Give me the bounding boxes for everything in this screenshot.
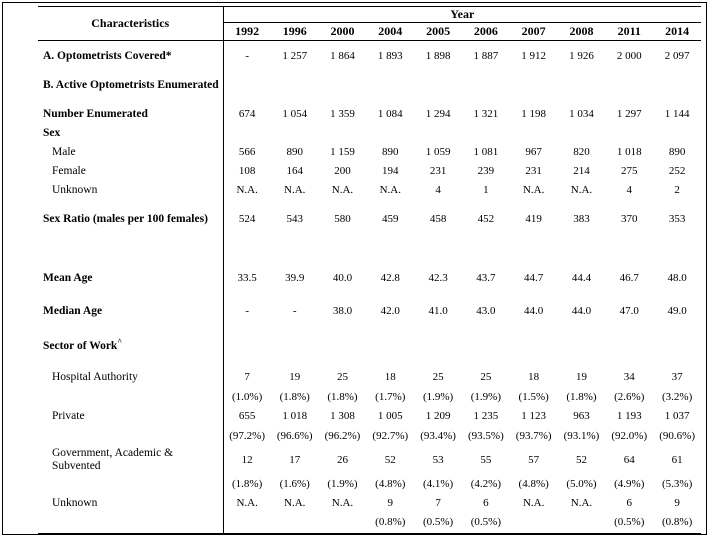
value-cell: 108	[238, 165, 256, 178]
value-cell: 61	[671, 453, 683, 466]
value-cell: 55	[480, 453, 492, 466]
row-label: Hospital Authority	[38, 369, 223, 388]
spacer-cell	[223, 96, 701, 106]
value-cell: 44.7	[524, 272, 544, 285]
value-cell	[558, 336, 606, 355]
value-cell: 43.7	[476, 272, 496, 285]
characteristics-header: Characteristics	[38, 7, 223, 41]
spacer-cell	[223, 289, 701, 303]
value-cell: 48.0	[667, 272, 687, 285]
value-cell: 1 321	[473, 108, 499, 121]
value-cell: 1 359	[330, 108, 355, 121]
row-label	[38, 388, 223, 408]
value-cell: (2.6%)	[614, 390, 645, 403]
spacer-row	[38, 355, 701, 369]
value-cell	[510, 77, 558, 96]
value-cell: 231	[429, 165, 447, 178]
value-cell: 34	[623, 371, 635, 384]
row-label: B. Active Optometrists Enumerated	[38, 77, 223, 96]
value-cell	[271, 77, 319, 96]
value-cell: 41.0	[428, 305, 448, 318]
spacer-cell	[38, 355, 223, 369]
value-cell: 275	[621, 165, 638, 178]
value-cell: 452	[477, 213, 495, 226]
table-body	[38, 41, 701, 534]
value-cell: 1 887	[473, 50, 499, 63]
value-cell: 42.0	[380, 305, 400, 318]
spacer-cell	[223, 355, 701, 369]
table-row	[38, 369, 701, 388]
spacer-cell	[38, 230, 223, 270]
table-row	[38, 182, 701, 201]
value-cell: 2	[674, 184, 680, 197]
value-cell: (90.6%)	[659, 429, 695, 442]
value-cell: 4	[435, 184, 441, 197]
row-label	[38, 474, 223, 494]
value-cell: 1 054	[282, 108, 308, 121]
spacer-row	[38, 201, 701, 211]
table-row	[38, 163, 701, 182]
value-cell: 38.0	[332, 305, 353, 318]
value-cell: 43.0	[476, 305, 496, 318]
year-column-header: 2004	[366, 23, 414, 41]
spacer-row	[38, 230, 701, 270]
value-cell: 6	[483, 497, 489, 509]
value-cell: 1 898	[425, 50, 451, 63]
value-cell: (96.2%)	[324, 429, 361, 442]
value-cell: 231	[525, 165, 542, 178]
spacer-cell	[38, 96, 223, 106]
row-label	[38, 427, 223, 447]
value-cell: 459	[382, 213, 399, 226]
value-cell	[605, 125, 653, 144]
value-cell: 1 308	[330, 410, 355, 423]
value-cell	[558, 513, 606, 533]
value-cell: 890	[668, 146, 686, 159]
value-cell: (1.9%)	[327, 477, 358, 490]
value-cell: 7	[244, 371, 250, 384]
value-cell: 42.3	[428, 272, 448, 285]
table-row	[38, 303, 701, 322]
value-cell: (1.7%)	[375, 390, 406, 403]
value-cell: N.A.	[570, 184, 593, 197]
value-cell: 252	[668, 165, 686, 178]
value-cell	[319, 77, 367, 96]
value-cell: 164	[286, 165, 303, 178]
value-cell	[319, 336, 367, 355]
table-row	[38, 77, 701, 96]
value-cell: 53	[432, 453, 444, 466]
value-cell	[462, 77, 510, 96]
row-label: Number Enumerated	[38, 106, 223, 125]
value-cell: 9	[674, 497, 680, 509]
value-cell: 25	[336, 371, 348, 384]
value-cell: (5.3%)	[662, 477, 693, 490]
value-cell: 524	[238, 213, 256, 226]
table-row	[38, 447, 701, 475]
row-label: A. Optometrists Covered*	[38, 48, 223, 67]
value-cell: 674	[238, 108, 256, 121]
value-cell: N.A.	[331, 184, 354, 197]
value-cell: 1 912	[521, 50, 547, 63]
table-row	[38, 48, 701, 67]
optometrists-statistics-table	[38, 6, 701, 534]
value-cell: 49.0	[667, 305, 687, 318]
value-cell: 33.5	[237, 272, 257, 285]
value-cell: 353	[668, 213, 686, 226]
table-row	[38, 336, 701, 355]
value-cell: 1 084	[377, 108, 403, 121]
row-label: Sex	[38, 125, 223, 144]
value-cell: (4.1%)	[422, 477, 454, 490]
percentage-row	[38, 513, 701, 533]
value-cell: (93.1%)	[563, 429, 600, 442]
spacer-row	[38, 289, 701, 303]
value-cell: 18	[384, 371, 396, 384]
value-cell	[319, 513, 367, 533]
year-column-header: 2011	[605, 23, 653, 41]
value-cell: 46.7	[619, 272, 639, 285]
value-cell: 4	[626, 184, 633, 197]
value-cell: 7	[435, 497, 441, 509]
value-cell: 52	[575, 453, 587, 466]
year-column-header: 2007	[510, 23, 558, 41]
spacer-cell	[223, 230, 701, 270]
spacer-cell	[223, 41, 701, 48]
value-cell: (93.4%)	[420, 429, 456, 442]
value-cell	[223, 513, 271, 533]
value-cell: 194	[382, 165, 399, 178]
year-column-header: 2014	[653, 23, 701, 41]
value-cell	[462, 125, 510, 144]
value-cell: 44.0	[571, 305, 592, 318]
value-cell: 655	[238, 410, 256, 423]
percentage-row	[38, 388, 701, 408]
value-cell: 419	[525, 213, 542, 226]
value-cell: (92.0%)	[611, 429, 648, 442]
value-cell	[366, 77, 414, 96]
value-cell: 1 034	[569, 108, 594, 121]
row-label	[38, 513, 223, 533]
value-cell: 37	[671, 371, 683, 384]
value-cell: (0.5%)	[470, 516, 501, 529]
value-cell: 820	[573, 146, 590, 159]
value-cell	[653, 336, 701, 355]
value-cell: 1	[483, 184, 489, 197]
value-cell: 1 144	[664, 108, 690, 121]
value-cell: (0.5%)	[422, 516, 454, 529]
value-cell: (1.9%)	[470, 390, 501, 403]
value-cell: 39.9	[285, 272, 305, 285]
value-cell: 17	[289, 453, 301, 466]
value-cell: N.A.	[522, 184, 545, 197]
value-cell: 1 193	[616, 410, 642, 423]
value-cell: (92.7%)	[372, 429, 409, 442]
value-cell: 2 097	[664, 50, 690, 63]
value-cell	[271, 513, 319, 533]
value-cell: 19	[575, 371, 587, 384]
value-cell: 566	[238, 146, 256, 159]
value-cell: 1 018	[282, 410, 308, 423]
value-cell	[414, 336, 462, 355]
value-cell: 1 005	[377, 410, 403, 423]
header-row-1	[38, 7, 701, 23]
value-cell	[510, 125, 558, 144]
spacer-row	[38, 41, 701, 48]
value-cell: 967	[525, 146, 542, 159]
value-cell: (0.5%)	[614, 516, 645, 529]
value-cell: 1 294	[425, 108, 451, 121]
value-cell: 890	[382, 146, 399, 159]
value-cell: (4.8%)	[518, 477, 549, 490]
value-cell: 1 297	[616, 108, 642, 121]
value-cell: N.A.	[236, 497, 258, 509]
row-label: Median Age	[38, 303, 223, 322]
value-cell	[558, 77, 606, 96]
spacer-cell	[38, 289, 223, 303]
percentage-row	[38, 427, 701, 447]
value-cell	[510, 336, 558, 355]
spacer-cell	[38, 201, 223, 211]
value-cell: 1 864	[330, 50, 355, 63]
value-cell: 1 257	[282, 50, 308, 63]
value-cell: (0.8%)	[375, 516, 406, 529]
value-cell	[271, 125, 319, 144]
value-cell: 40.0	[332, 272, 353, 285]
value-cell: 239	[477, 165, 495, 178]
value-cell: (1.9%)	[422, 390, 454, 403]
value-cell: (5.0%)	[566, 477, 597, 490]
value-cell	[653, 125, 701, 144]
value-cell: 47.0	[619, 305, 639, 318]
value-cell: 44.0	[524, 305, 544, 318]
table-row	[38, 270, 701, 289]
value-cell	[653, 77, 701, 96]
value-cell: 1 037	[664, 410, 690, 423]
value-cell	[605, 77, 653, 96]
value-cell: 543	[286, 213, 303, 226]
value-cell: N.A.	[522, 497, 545, 509]
value-cell: 44.4	[571, 272, 592, 285]
value-cell: 9	[387, 497, 394, 509]
value-cell: (1.8%)	[327, 390, 358, 403]
spacer-row	[38, 322, 701, 336]
year-column-header: 1992	[223, 23, 271, 41]
value-cell: 963	[573, 410, 590, 423]
value-cell	[366, 125, 414, 144]
value-cell: 12	[241, 453, 253, 466]
value-cell: 1 081	[473, 146, 499, 159]
value-cell: 383	[573, 213, 590, 226]
value-cell: 19	[289, 371, 301, 384]
value-cell: -	[245, 305, 249, 318]
value-cell: (4.8%)	[375, 477, 406, 490]
value-cell: 890	[286, 146, 303, 159]
value-cell	[223, 125, 271, 144]
value-cell: 1 235	[473, 410, 499, 423]
value-cell	[414, 125, 462, 144]
value-cell: 1 059	[425, 146, 451, 159]
value-cell	[462, 336, 510, 355]
value-cell: 1 018	[616, 146, 642, 159]
value-cell: 1 893	[377, 50, 403, 63]
value-cell: 458	[429, 213, 447, 226]
value-cell	[223, 336, 271, 355]
value-cell: 200	[334, 165, 351, 178]
value-cell	[366, 336, 414, 355]
value-cell: 370	[621, 213, 638, 226]
row-label: Sex Ratio (males per 100 females)	[38, 211, 223, 230]
value-cell: (0.8%)	[662, 516, 693, 529]
table-row	[38, 408, 701, 427]
value-cell: (93.7%)	[515, 429, 552, 442]
value-cell	[319, 125, 367, 144]
value-cell	[414, 77, 462, 96]
row-label: Government, Academic & Subvented	[38, 447, 223, 475]
value-cell: 26	[336, 453, 348, 466]
value-cell: 580	[334, 213, 351, 226]
table-row	[38, 144, 701, 163]
value-cell: (4.9%)	[614, 477, 645, 490]
value-cell: N.A.	[284, 497, 306, 509]
row-label: Private	[38, 408, 223, 427]
value-cell: 1 209	[425, 410, 451, 423]
value-cell	[271, 336, 319, 355]
value-cell: 1 123	[521, 410, 547, 423]
value-cell: (1.0%)	[232, 390, 263, 403]
value-cell: N.A.	[570, 497, 593, 509]
value-cell: -	[245, 50, 249, 63]
value-cell: (4.2%)	[470, 477, 501, 490]
value-cell: (93.5%)	[468, 429, 504, 442]
value-cell: 52	[384, 453, 396, 466]
value-cell: 25	[432, 371, 444, 384]
value-cell: (1.6%)	[279, 477, 310, 490]
value-cell: 6	[626, 497, 633, 509]
value-cell	[558, 125, 606, 144]
value-cell: 1 926	[569, 50, 594, 63]
value-cell: (1.8%)	[566, 390, 597, 403]
value-cell: (96.6%)	[276, 429, 313, 442]
row-label: Unknown	[38, 494, 223, 513]
value-cell: (1.8%)	[279, 390, 310, 403]
value-cell: N.A.	[284, 184, 306, 197]
value-cell: 42.8	[380, 272, 400, 285]
year-column-header: 1996	[271, 23, 319, 41]
row-label: Mean Age	[38, 270, 223, 289]
table-row	[38, 211, 701, 230]
row-label: Unknown	[38, 182, 223, 201]
value-cell: 57	[528, 453, 540, 466]
value-cell: 1 198	[521, 108, 547, 121]
spacer-row	[38, 96, 701, 106]
spacer-cell	[223, 201, 701, 211]
value-cell: N.A.	[236, 184, 258, 197]
value-cell	[223, 77, 271, 96]
spacer-row	[38, 67, 701, 77]
spacer-cell	[38, 67, 223, 77]
value-cell: N.A.	[379, 184, 401, 197]
value-cell	[510, 513, 558, 533]
percentage-row	[38, 474, 701, 494]
value-cell: -	[292, 305, 297, 318]
value-cell: (1.5%)	[518, 390, 549, 403]
table-row	[38, 106, 701, 125]
value-cell: (1.8%)	[232, 477, 263, 490]
year-column-header: 2008	[558, 23, 606, 41]
spacer-cell	[223, 67, 701, 77]
row-label: Sector of Work^	[38, 336, 223, 355]
value-cell: 1 159	[330, 146, 355, 159]
table-row	[38, 125, 701, 144]
year-header: Year	[223, 7, 701, 23]
table-row	[38, 494, 701, 513]
spacer-cell	[223, 322, 701, 336]
spacer-cell	[38, 322, 223, 336]
value-cell: 25	[480, 371, 492, 384]
year-column-header: 2005	[414, 23, 462, 41]
table-header	[38, 7, 701, 41]
year-column-header: 2000	[319, 23, 367, 41]
spacer-cell	[38, 41, 223, 48]
footnote-marker: ^	[117, 336, 122, 346]
value-cell: N.A.	[331, 497, 354, 509]
value-cell: 214	[573, 165, 590, 178]
value-cell: 2 000	[616, 50, 642, 63]
value-cell: 18	[528, 371, 540, 384]
value-cell: (3.2%)	[662, 390, 693, 403]
value-cell	[605, 336, 653, 355]
row-label: Female	[38, 163, 223, 182]
year-column-header: 2006	[462, 23, 510, 41]
value-cell: 64	[623, 453, 635, 466]
value-cell: (97.2%)	[229, 429, 266, 442]
row-label: Male	[38, 144, 223, 163]
